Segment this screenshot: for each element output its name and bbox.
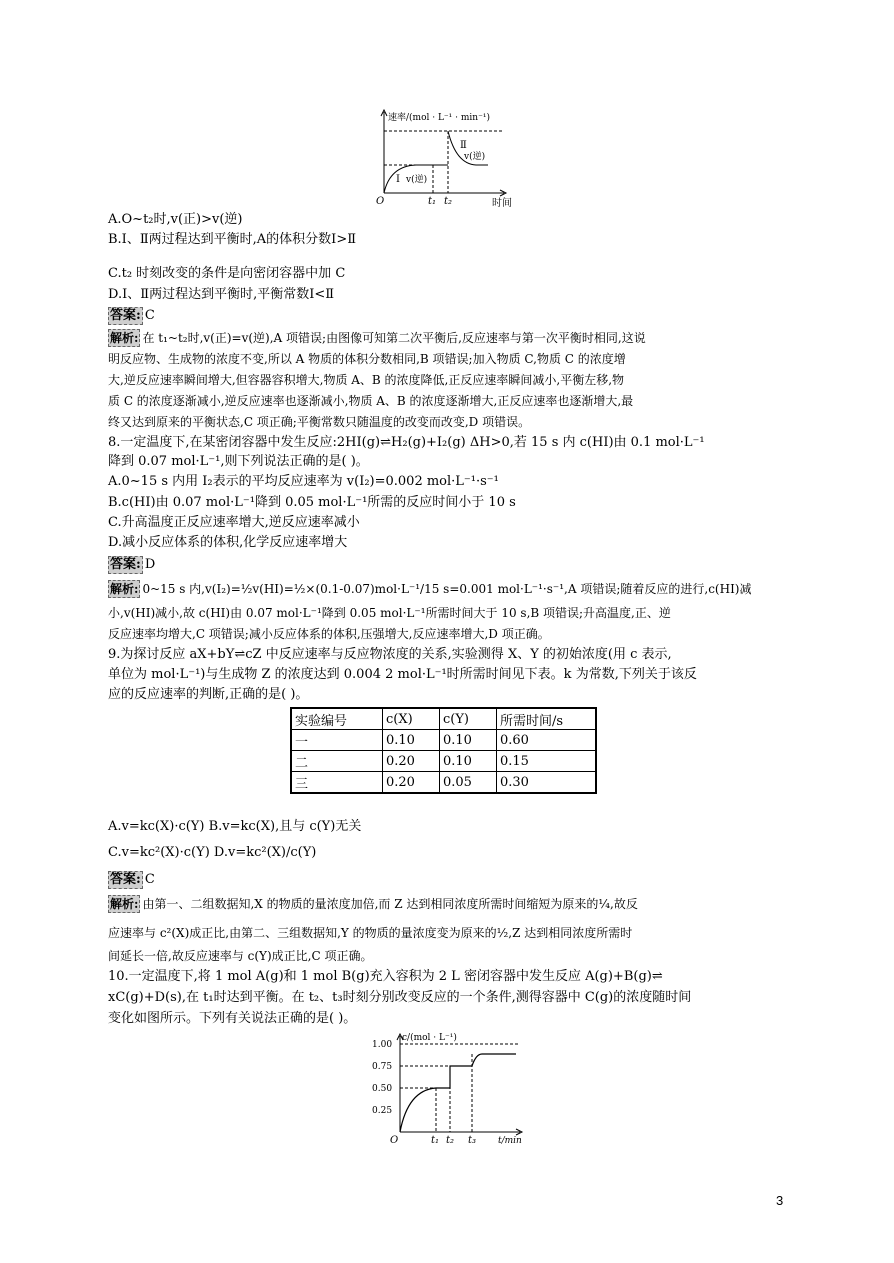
q9-options-cd: C.v=kc²(X)·c(Y) D.v=kc²(X)/c(Y) xyxy=(108,845,317,860)
fig1-t1: t₁ xyxy=(428,196,437,207)
table-row xyxy=(291,730,596,751)
table-header: 实验编号 xyxy=(291,708,383,730)
explanation-tag: 解析: xyxy=(110,897,139,911)
table-cell: 0.10 xyxy=(383,730,440,751)
q8-option-a: A.0~15 s 内用 I₂表示的平均反应速率为 v(I₂)=0.002 mol·L⁻¹·s⁻¹ xyxy=(108,474,499,489)
q10-stem-1: 10.一定温度下,将 1 mol A(g)和 1 mol B(g)充入容积为 2 L 密闭容器中发生反应 A(g)+B(g)⇌ xyxy=(108,969,663,984)
fig1-xlabel: 时间 xyxy=(492,198,512,209)
q9-stem-3: 应的反应速率的判断,正确的是( )。 xyxy=(108,687,309,702)
fig1-label-I-v: v(逆) xyxy=(406,175,428,185)
table-header-row xyxy=(291,708,596,730)
table-cell: 0.10 xyxy=(440,730,497,751)
fig2-t3: t₃ xyxy=(468,1135,477,1146)
fig2-origin: O xyxy=(390,1135,399,1146)
q7-explanation-3: 大,逆反应速率瞬间增大,但容器容积增大,物质 A、B 的浓度降低,正反应速率瞬间减小,平衡左移,物 xyxy=(108,373,625,387)
table-cell: 0.10 xyxy=(440,751,497,772)
table-cell: 三 xyxy=(291,772,383,794)
experiment-table xyxy=(290,707,597,794)
fig1-ylabel: 速率/(mol · L⁻¹ · min⁻¹) xyxy=(388,113,490,123)
q9-stem-2: 单位为 mol·L⁻¹)与生成物 Z 的浓度达到 0.004 2 mol·L⁻¹时所需时间见下表。k 为常数,下列关于该反 xyxy=(108,667,697,682)
fig1-label-II-v: v(逆) xyxy=(464,152,486,162)
fig2-ytick: 0.50 xyxy=(372,1084,393,1094)
q9-answer-value: C xyxy=(144,872,155,887)
q9-explanation-1: 解析: 由第一、二组数据知,X 的物质的量浓度加倍,而 Z 达到相同浓度所需时间缩短为原来的¼,故反 xyxy=(110,897,638,911)
q7-explanation-5: 终又达到原来的平衡状态,C 项正确;平衡常数只随温度的改变而改变,D 项错误。 xyxy=(108,415,531,429)
table-cell: 0.05 xyxy=(440,772,497,794)
fig1-label-II: Ⅱ xyxy=(460,140,467,151)
table-row xyxy=(291,772,596,794)
table-header: c(Y) xyxy=(440,708,497,730)
fig1-origin: O xyxy=(376,196,385,207)
table-cell: 二 xyxy=(291,751,383,772)
table-cell: 0.60 xyxy=(497,730,597,751)
q7-answer-value: C xyxy=(144,308,155,323)
fig2-ytick: 0.75 xyxy=(372,1062,393,1072)
answer-tag: 答案: xyxy=(110,557,141,572)
fig2-t1: t₁ xyxy=(431,1135,440,1146)
q7-option-b: B.Ⅰ、Ⅱ两过程达到平衡时,A的体积分数Ⅰ>Ⅱ xyxy=(108,232,357,247)
concentration-time-figure xyxy=(364,1028,534,1148)
explanation-tag: 解析: xyxy=(110,582,139,596)
fig2-xlabel: t/min xyxy=(498,1136,522,1146)
q8-answer xyxy=(108,556,155,574)
q8-stem-2: 降到 0.07 mol·L⁻¹,则下列说法正确的是( )。 xyxy=(108,454,369,469)
explanation-tag: 解析: xyxy=(110,331,139,345)
q9-explanation-2: 应速率与 c²(X)成正比,由第二、三组数据知,Y 的物质的量浓度变为原来的½,Z 达到相同浓度所需时 xyxy=(108,926,633,940)
table-cell: 0.30 xyxy=(497,772,597,794)
fig2-ylabel: c/(mol · L⁻¹) xyxy=(402,1033,457,1043)
q7-explanation-2: 明反应物、生成物的浓度不变,所以 A 物质的体积分数相同,B 项错误;加入物质 C,物质 C 的浓度增 xyxy=(108,352,626,366)
q8-explanation-2: 小,v(HI)减小,故 c(HI)由 0.07 mol·L⁻¹降到 0.05 mol·L⁻¹所需时间大于 10 s,B 项错误;升高温度,正、逆 xyxy=(108,606,671,620)
fig1-label-I: Ⅰ xyxy=(396,174,400,185)
fig2-ytick: 1.00 xyxy=(372,1040,393,1050)
q8-stem-1: 8.一定温度下,在某密闭容器中发生反应:2HI(g)⇌H₂(g)+I₂(g) ΔH>0,若 15 s 内 c(HI)由 0.1 mol·L⁻¹ xyxy=(108,435,705,450)
q7-answer xyxy=(108,307,155,325)
rate-time-figure xyxy=(376,104,522,210)
q7-option-c: C.t₂ 时刻改变的条件是向密闭容器中加 C xyxy=(108,266,346,281)
table-cell: 0.20 xyxy=(383,751,440,772)
fig2-t2: t₂ xyxy=(446,1135,455,1146)
q8-answer-value: D xyxy=(144,557,156,572)
table-header: c(X) xyxy=(383,708,440,730)
table-header: 所需时间/s xyxy=(497,708,597,730)
q9-stem-1: 9.为探讨反应 aX+bY⇌cZ 中反应速率与反应物浓度的关系,实验测得 X、Y 的初始浓度(用 c 表示, xyxy=(108,647,672,662)
q7-option-a: A.O~t₂时,v(正)>v(逆) xyxy=(108,212,243,227)
table-cell: 0.20 xyxy=(383,772,440,794)
page-number: 3 xyxy=(776,1193,784,1208)
table-cell: 一 xyxy=(291,730,383,751)
q9-answer xyxy=(108,871,155,889)
table-row xyxy=(291,751,596,772)
q10-stem-2: xC(g)+D(s),在 t₁时达到平衡。在 t₂、t₃时刻分别改变反应的一个条件,测得容器中 C(g)的浓度随时间 xyxy=(108,990,692,1005)
q8-option-b: B.c(HI)由 0.07 mol·L⁻¹降到 0.05 mol·L⁻¹所需的反应时间小于 10 s xyxy=(108,495,516,510)
fig1-t2: t₂ xyxy=(444,196,453,207)
q7-explanation-1: 解析: 在 t₁~t₂时,v(正)=v(逆),A 项错误;由图像可知第二次平衡后,反应速率与第一次平衡时相同,这说 xyxy=(110,331,646,345)
q8-explanation-3: 反应速率均增大,C 项错误;减小反应体系的体积,压强增大,反应速率增大,D 项正确。 xyxy=(108,627,550,641)
q8-explanation-1: 解析: 0~15 s 内,v(I₂)=½v(HI)=½×(0.1-0.07)mol·L⁻¹/15 s=0.001 mol·L⁻¹·s⁻¹,A 项错误;随着反应的进行,c(HI)减 xyxy=(110,582,752,596)
q8-option-c: C.升高温度正反应速率增大,逆反应速率减小 xyxy=(108,515,360,530)
fig2-ytick: 0.25 xyxy=(372,1106,393,1116)
table-cell: 0.15 xyxy=(497,751,597,772)
q9-options-ab: A.v=kc(X)·c(Y) B.v=kc(X),且与 c(Y)无关 xyxy=(108,819,362,834)
q7-option-d: D.Ⅰ、Ⅱ两过程达到平衡时,平衡常数Ⅰ<Ⅱ xyxy=(108,287,335,302)
answer-tag: 答案: xyxy=(110,308,141,323)
q7-explanation-4: 质 C 的浓度逐渐减小,逆反应速率也逐渐减小,物质 A、B 的浓度逐渐增大,正反应速率也逐渐增大,最 xyxy=(108,394,634,408)
answer-tag: 答案: xyxy=(110,872,141,887)
q8-option-d: D.减小反应体系的体积,化学反应速率增大 xyxy=(108,535,348,550)
q9-explanation-3: 间延长一倍,故反应速率与 c(Y)成正比,C 项正确。 xyxy=(108,949,373,963)
q10-stem-3: 变化如图所示。下列有关说法正确的是( )。 xyxy=(108,1011,357,1026)
